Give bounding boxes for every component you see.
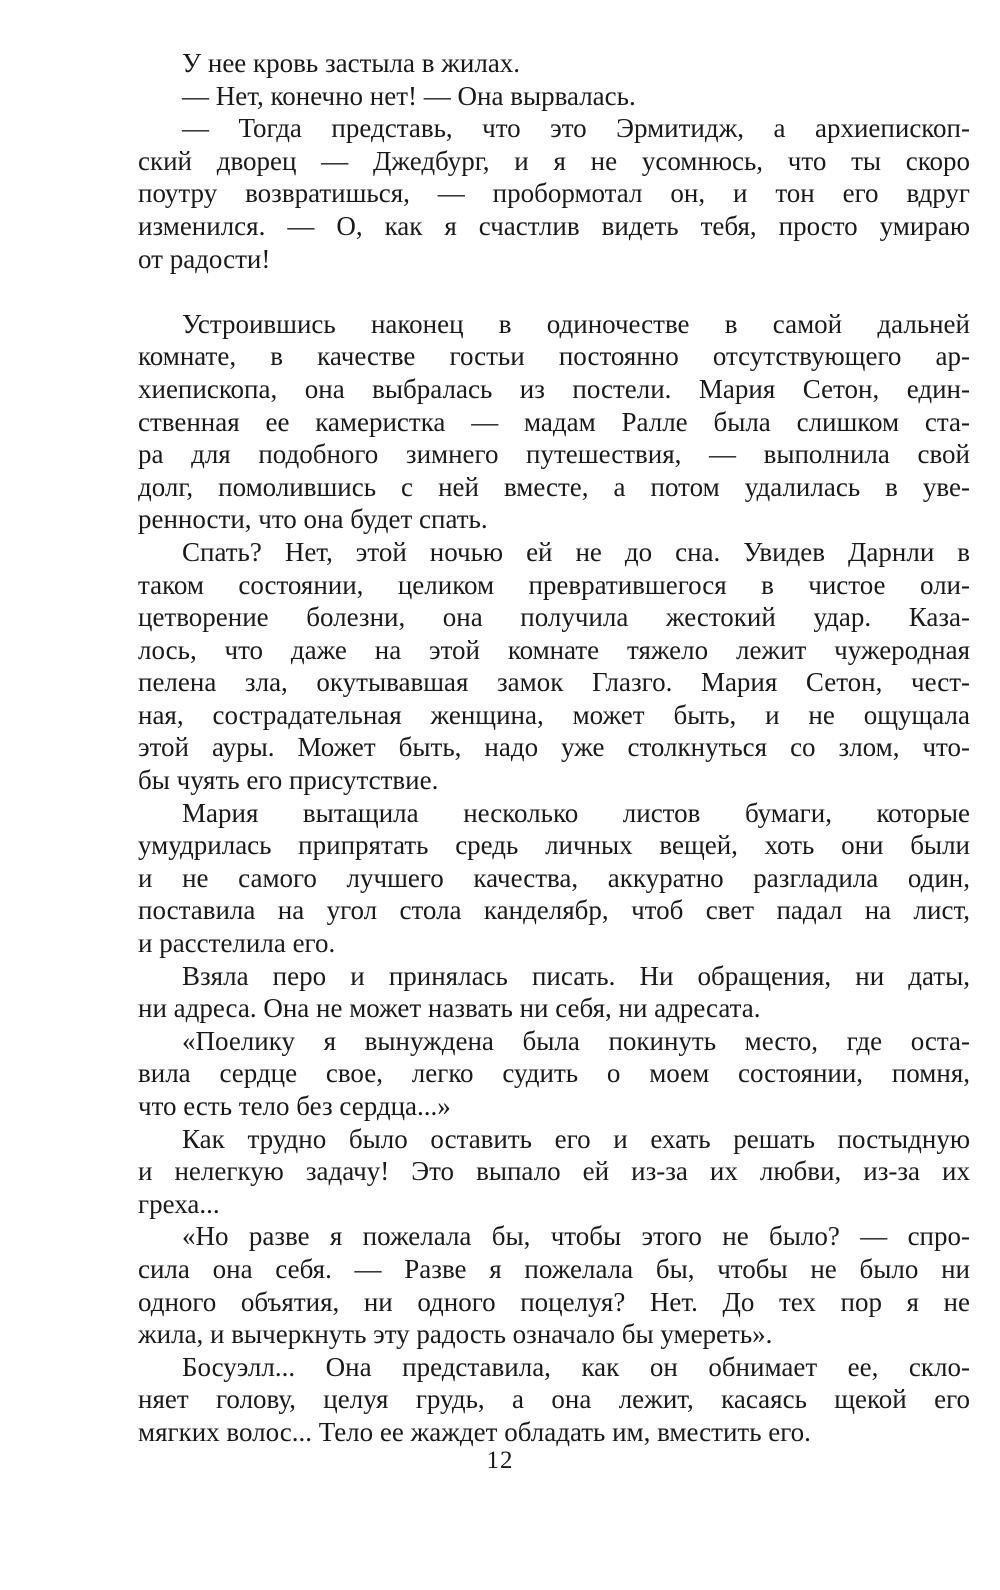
text-line: Босуэлл... Она представила, как он обнимает ее, скло- bbox=[182, 1351, 970, 1382]
paragraph bbox=[138, 960, 970, 1025]
text-line: греха... bbox=[138, 1188, 220, 1219]
text-line: сила она себя. — Разве я пожелала бы, чтобы не было ни bbox=[138, 1253, 970, 1284]
paragraph bbox=[138, 536, 970, 797]
text-line: Устроившись наконец в одиночестве в самой дальней bbox=[182, 308, 970, 339]
text-line: бы чуять его присутствие. bbox=[138, 765, 439, 796]
text-line: — Нет, конечно нет! — Она вырвалась. bbox=[182, 80, 636, 111]
paragraph bbox=[138, 112, 970, 275]
text-line: что есть тело без сердца...» bbox=[138, 1091, 451, 1121]
text-line: ни адреса. Она не может назвать ни себя, ни адресата. bbox=[138, 993, 761, 1024]
paragraph bbox=[138, 308, 970, 536]
text-line: Взяла перо и принялась писать. Ни обращения, ни даты, bbox=[182, 960, 970, 991]
text-line: мягких волос... Тело ее жаждет обладать им, вместить его. bbox=[138, 1416, 811, 1447]
text-line: долг, помолившись с ней вместе, а потом удалилась в уве- bbox=[138, 471, 970, 502]
text-line: Мария вытащила несколько листов бумаги, которые bbox=[182, 797, 970, 828]
text-line: этой ауры. Может быть, надо уже столкнуться со злом, что- bbox=[138, 732, 970, 763]
paragraph bbox=[138, 797, 970, 960]
text-line: таком состоянии, целиком превратившегося в чистое оли- bbox=[138, 569, 970, 600]
text-line: «Поелику я вынуждена была покинуть место, где оста- bbox=[182, 1025, 970, 1056]
text-line: Спать? Нет, этой ночью ей не до сна. Увидев Дарнли в bbox=[182, 536, 970, 567]
text-line: ственная ее камеристка — мадам Ралле была слишком ста- bbox=[138, 406, 970, 437]
text-line: ренности, что она будет спать. bbox=[138, 504, 488, 535]
text-line: няет голову, целуя грудь, а она лежит, касаясь щекой его bbox=[138, 1384, 970, 1415]
page-number: 12 bbox=[486, 1447, 514, 1474]
text-line: пелена зла, окутывавшая замок Глазго. Мария Сетон, чест- bbox=[138, 667, 970, 698]
text-line: от радости! bbox=[138, 243, 271, 274]
text-line: и нелегкую задачу! Это выпало ей из-за их любви, из-за их bbox=[138, 1156, 970, 1187]
text-line: поставила на угол стола канделябр, чтоб свет падал на лист, bbox=[138, 895, 970, 926]
text-line: комнате, в качестве гостьи постоянно отсутствующего ар- bbox=[138, 341, 970, 372]
paragraph bbox=[138, 1123, 970, 1221]
text-line: лось, что даже на этой комнате тяжело лежит чужеродная bbox=[138, 634, 970, 665]
text-line: ра для подобного зимнего путешествия, — выполнила свой bbox=[138, 439, 970, 470]
text-line: У нее кровь застыла в жилах. bbox=[182, 48, 521, 78]
text-line: жила, и вычеркнуть эту радость означало бы умереть». bbox=[138, 1319, 773, 1350]
text-line: Как трудно было оставить его и ехать решать постыдную bbox=[182, 1123, 970, 1154]
text-line: хиепископа, она выбралась из постели. Мария Сетон, един- bbox=[138, 373, 970, 404]
text-line: изменился. — О, как я счастлив видеть тебя, просто умираю bbox=[138, 210, 970, 241]
paragraph bbox=[138, 1220, 970, 1350]
text-line: поутру возвратишься, — пробормотал он, и тон его вдруг bbox=[138, 178, 970, 209]
page-body-text bbox=[138, 47, 970, 1449]
text-line: — Тогда представь, что это Эрмитидж, а архиепископ- bbox=[182, 113, 970, 144]
text-line: ная, сострадательная женщина, может быть, и не ощущала bbox=[138, 699, 970, 730]
text-line: и расстелила его. bbox=[138, 928, 336, 959]
paragraph bbox=[138, 1025, 970, 1123]
text-line: вила сердце свое, легко судить о моем состоянии, помня, bbox=[138, 1058, 970, 1089]
paragraph bbox=[138, 1351, 970, 1449]
text-line: одного объятия, ни одного поцелуя? Нет. До тех пор я не bbox=[138, 1286, 970, 1317]
paragraph bbox=[138, 80, 970, 113]
text-line: и не самого лучшего качества, аккуратно разгладила один, bbox=[138, 862, 970, 893]
text-line: ский дворец — Джедбург, и я не усомнюсь, что ты скоро bbox=[138, 145, 970, 176]
text-line: «Но разве я пожелала бы, чтобы этого не было? — спро- bbox=[182, 1221, 970, 1252]
text-line: умудрилась припрятать средь личных вещей, хоть они были bbox=[138, 830, 970, 861]
paragraph bbox=[138, 47, 970, 80]
text-line: цетворение болезни, она получила жестокий удар. Каза- bbox=[138, 602, 970, 633]
